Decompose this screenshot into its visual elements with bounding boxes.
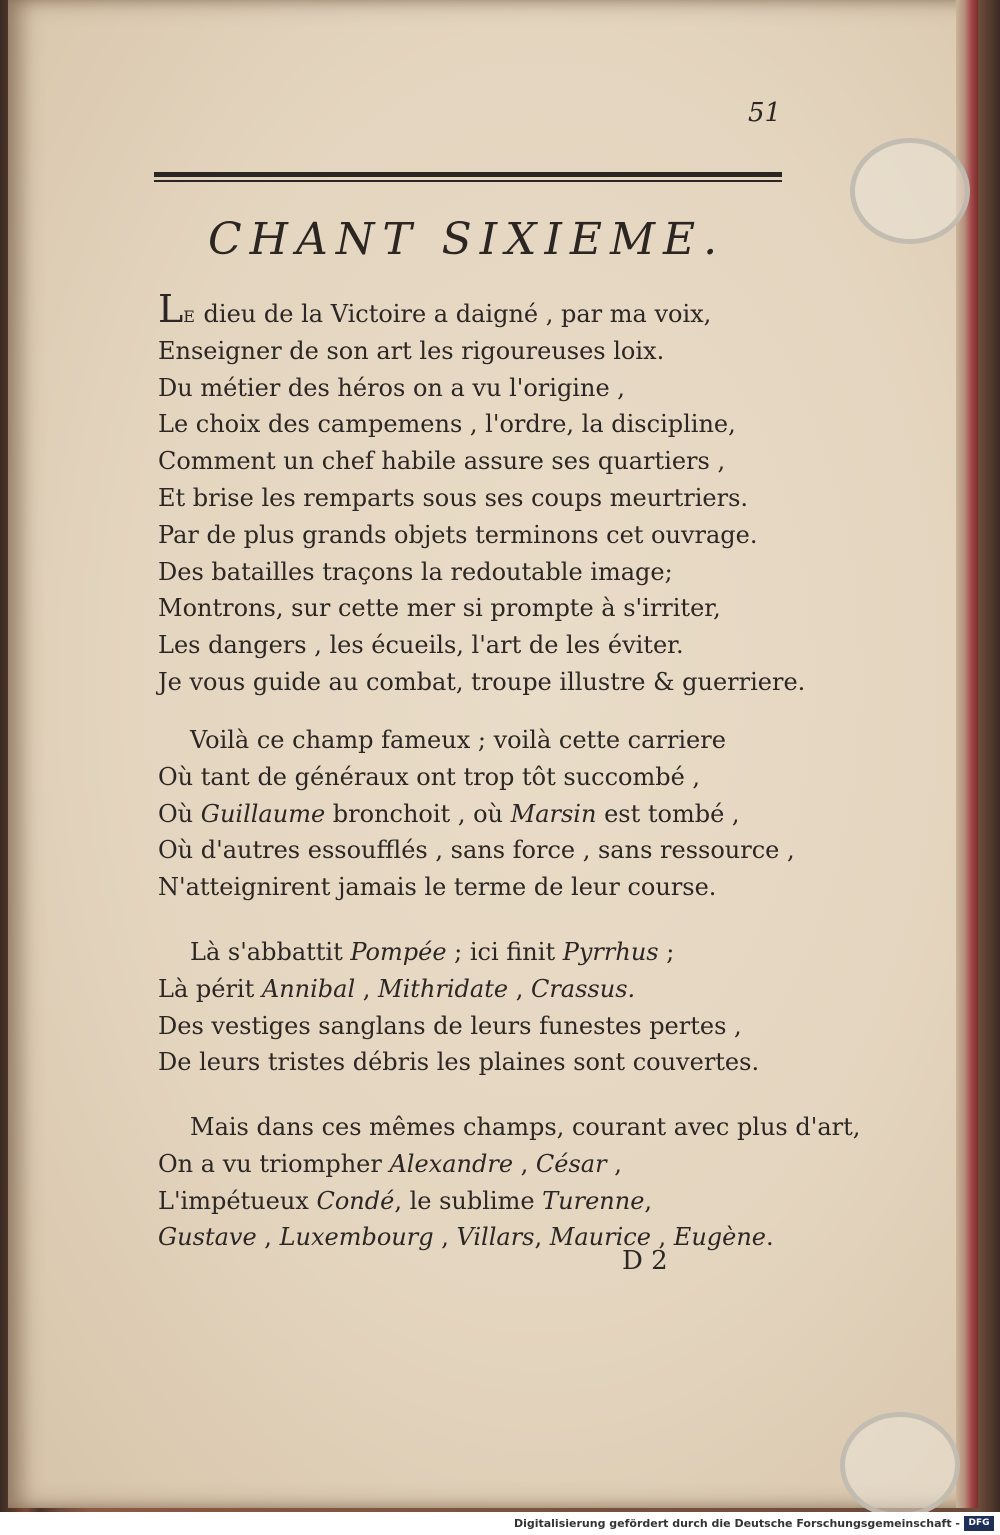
- verse-text: ,: [513, 1149, 536, 1178]
- chapter-heading: CHANT SIXIEME.: [208, 214, 726, 265]
- verse-line: [158, 832, 808, 869]
- page-number: 51: [748, 98, 782, 128]
- proper-name: Gustave: [158, 1223, 257, 1252]
- verse-text: Où tant de généraux ont trop tôt succombé ,: [158, 762, 701, 791]
- verse-line: [158, 333, 808, 370]
- verse-line: [158, 406, 808, 443]
- verse-text: Comment un chef habile assure ses quartiers ,: [158, 447, 726, 476]
- proper-name: Pyrrhus: [562, 938, 659, 966]
- proper-name: Mithridate: [378, 974, 509, 1003]
- verse-text: Des batailles traçons la redoutable image;: [158, 557, 673, 586]
- proper-name: Marsin: [510, 799, 597, 828]
- verse-text: ; ici finit: [446, 938, 563, 966]
- verse-text: ;: [658, 938, 675, 966]
- verse-text: , le sublime: [394, 1186, 543, 1215]
- stanza-1: [158, 287, 808, 701]
- proper-name: Villars: [456, 1223, 535, 1252]
- header-rule-thin: [154, 180, 782, 182]
- verse-text: Enseigner de son art les rigoureuses loix.: [158, 336, 665, 365]
- proper-name: Luxembourg: [279, 1223, 434, 1252]
- proper-name: Pompée: [350, 938, 447, 966]
- verse-line: [158, 590, 808, 627]
- verse-text: ,: [256, 1223, 280, 1252]
- proper-name: Turenne: [542, 1186, 645, 1215]
- drop-cap: L: [158, 287, 184, 331]
- verse-line: [158, 480, 808, 517]
- proper-name: César: [535, 1149, 607, 1178]
- stanza-2: [158, 722, 808, 906]
- verse-text: .: [766, 1223, 774, 1252]
- signature-mark: D 2: [622, 1246, 668, 1276]
- verse-line: [158, 796, 808, 833]
- verse-line: [158, 869, 808, 906]
- verse-line: [158, 1219, 808, 1256]
- verse-line: [158, 722, 808, 759]
- verse-text: ,: [355, 974, 379, 1003]
- verse-text: bronchoit , où: [325, 799, 511, 828]
- verse-line: [158, 1044, 808, 1081]
- header-rule-thick: [154, 172, 782, 177]
- verse-line: [158, 443, 808, 480]
- verse-line: [158, 664, 808, 701]
- small-cap: E: [183, 307, 196, 326]
- verse-text: Voilà ce champ fameux ; voilà cette carriere: [190, 726, 726, 754]
- verse-text: ,: [606, 1149, 622, 1178]
- stanza-3: [158, 934, 808, 1081]
- verse-line: [158, 1008, 808, 1045]
- verse-text: De leurs tristes débris les plaines sont couvertes.: [158, 1048, 760, 1077]
- proper-name: Crassus.: [530, 974, 636, 1003]
- verse-text: Du métier des héros on a vu l'origine ,: [158, 373, 625, 402]
- verse-text: ,: [508, 974, 531, 1003]
- verse-text: Mais dans ces mêmes champs, courant avec plus d'art,: [190, 1113, 861, 1141]
- page-edge: [956, 0, 978, 1508]
- verse-text: Là périt: [158, 974, 262, 1003]
- header-rule: [154, 172, 782, 184]
- dfg-logo-icon: DFG: [964, 1516, 994, 1531]
- verse-text: Montrons, sur cette mer si prompte à s'irriter,: [158, 594, 721, 623]
- page-clip-top: [850, 138, 970, 244]
- verse-text: Par de plus grands objets terminons cet ouvrage.: [158, 520, 758, 549]
- verse-line: [158, 627, 808, 664]
- book-page: [8, 0, 978, 1508]
- verse-text: dieu de la Victoire a daigné , par ma voix,: [195, 300, 712, 328]
- verse-text: Des vestiges sanglans de leurs funestes pertes ,: [158, 1011, 742, 1040]
- verse-text: Le choix des campemens , l'ordre, la discipline,: [158, 410, 736, 439]
- verse-line: [158, 934, 808, 971]
- verse-text: Je vous guide au combat, troupe illustre & guerriere.: [158, 667, 806, 696]
- digitization-footer: [0, 1512, 1000, 1535]
- proper-name: Guillaume: [200, 799, 326, 828]
- verse-line: [158, 971, 808, 1008]
- verse-text: On a vu triompher: [158, 1149, 390, 1178]
- verse-text: ,: [650, 1223, 674, 1252]
- page-clip-bottom: [840, 1412, 960, 1518]
- verse-text: ,: [433, 1223, 457, 1252]
- verse-line: [158, 370, 808, 407]
- verse-text: ,: [644, 1186, 653, 1215]
- verse-text: Là s'abbattit: [190, 938, 351, 966]
- verse-text: N'atteignirent jamais le terme de leur course.: [158, 873, 717, 902]
- verse-text: Les dangers , les écueils, l'art de les éviter.: [158, 631, 684, 660]
- verse-line: [158, 554, 808, 591]
- verse-line: [158, 1109, 861, 1146]
- verse-text: ,: [534, 1223, 550, 1252]
- verse-text: Où: [158, 799, 201, 828]
- proper-name: Condé: [316, 1186, 395, 1215]
- verse-text: est tombé ,: [596, 799, 740, 828]
- verse-text: Et brise les remparts sous ses coups meurtriers.: [158, 483, 749, 512]
- proper-name: Alexandre: [389, 1149, 514, 1178]
- proper-name: Maurice: [549, 1223, 651, 1252]
- proper-name: Annibal: [261, 974, 356, 1003]
- verse-line: [158, 287, 808, 333]
- verse-line: [158, 759, 808, 796]
- verse-text: Où d'autres essoufflés , sans force , sans ressource ,: [158, 836, 795, 865]
- footer-credit: Digitalisierung gefördert durch die Deutsche Forschungsgemeinschaft -: [513, 1517, 960, 1530]
- proper-name: Eugène: [673, 1223, 766, 1252]
- verse-line: [158, 1146, 808, 1183]
- verse-line: [158, 517, 808, 554]
- stanza-4: [158, 1109, 861, 1256]
- verse-line: [158, 1183, 808, 1220]
- verse-text: L'impétueux: [158, 1186, 317, 1215]
